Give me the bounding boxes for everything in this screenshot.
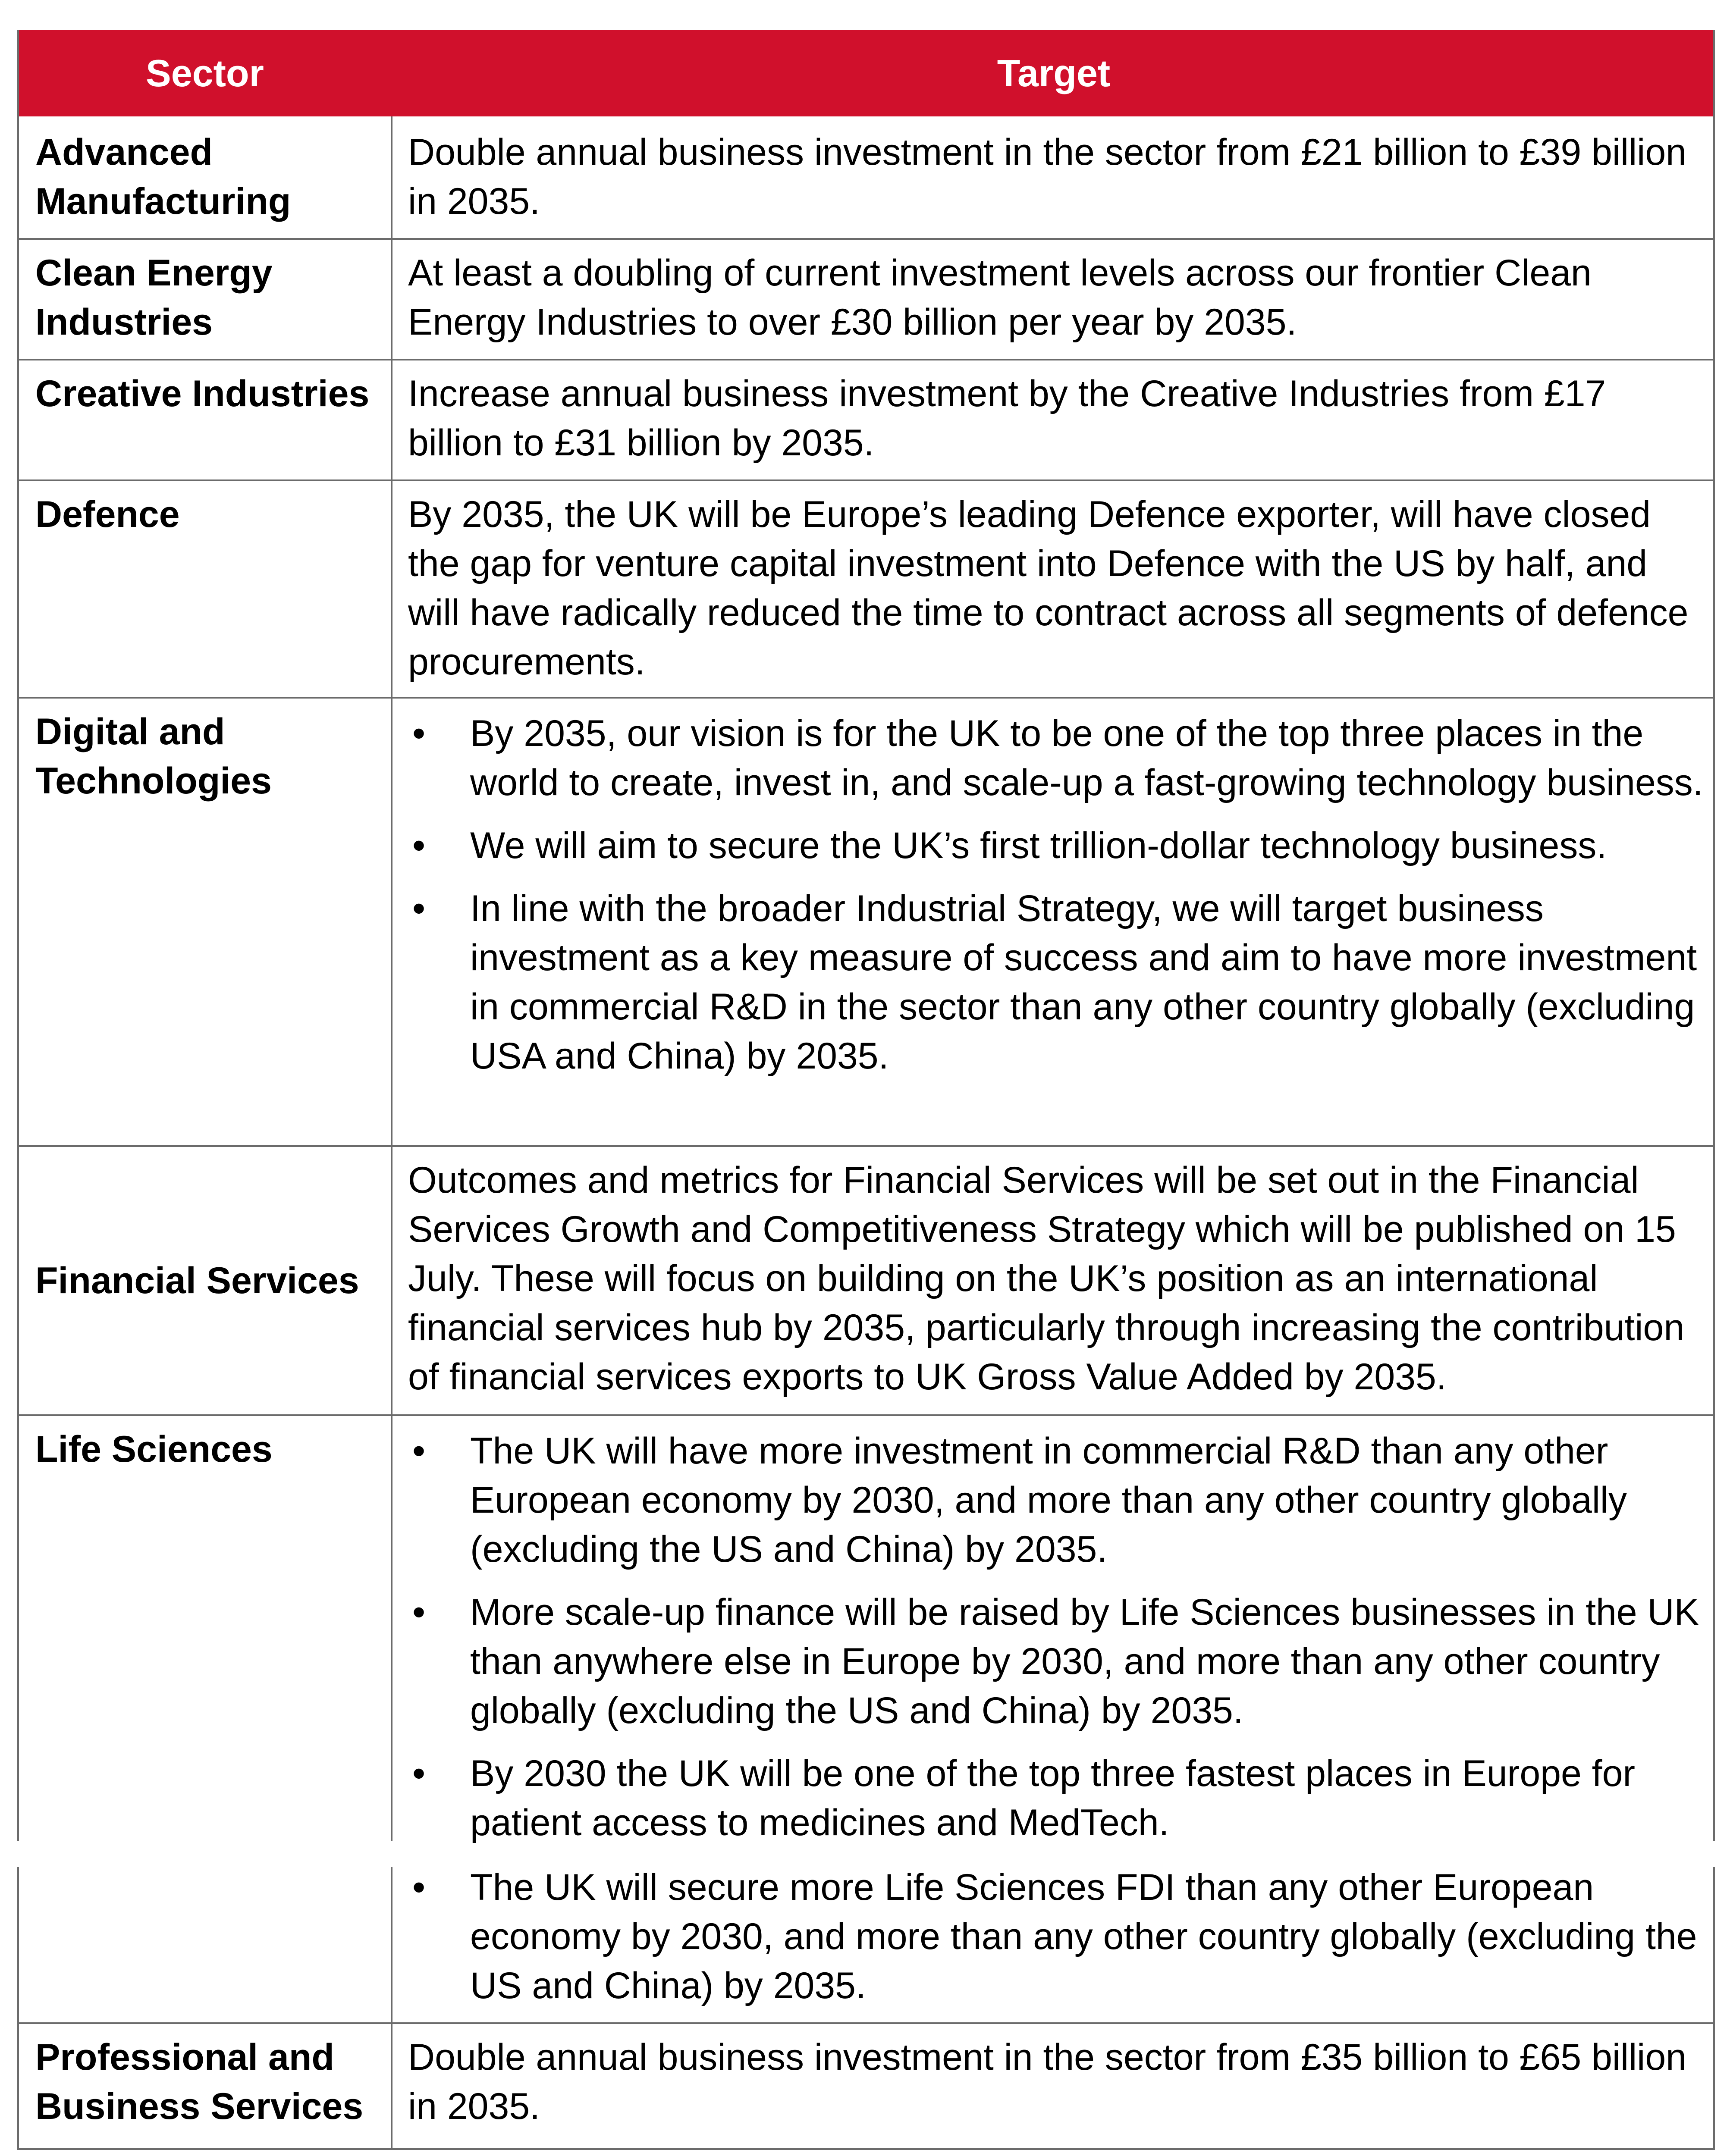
table-header-sector (17, 30, 392, 116)
target-bullet-list (408, 709, 1706, 1094)
target-cell: Double annual business investment in the sector from £35 billion to £65 billion in 2035. (408, 2037, 1686, 2127)
sector-cell: Digital and Technologies (35, 711, 272, 802)
target-bullet-list-continued (408, 1863, 1706, 2024)
table-right-border-continued (1713, 1867, 1715, 2150)
target-cell: Double annual business investment in the sector from £21 billion to £39 billion in 2035. (408, 132, 1686, 222)
row-divider (17, 238, 1715, 240)
header-sector-label: Sector (146, 52, 264, 94)
bullet-text: The UK will have more investment in commercial R&D than any other European economy by 2030, and more than any other country globally (excluding the US and China) by 2035. (470, 1430, 1627, 1570)
row-divider (17, 1414, 1715, 1416)
column-divider (391, 116, 392, 1841)
table-bottom-border (17, 2148, 1715, 2150)
target-cell: At least a doubling of current investment levels across our frontier Clean Energy Industries to over £30 billion per year by 2035. (408, 252, 1592, 343)
list-item (408, 1426, 1706, 1574)
bullet-text: The UK will secure more Life Sciences FDI than any other European economy by 2030, and more than any other country globally (excluding the US and China) by 2035. (470, 1867, 1697, 2006)
sector-cell: Advanced Manufacturing (35, 132, 291, 222)
list-item (408, 821, 1706, 870)
sector-cell: Creative Industries (35, 373, 370, 414)
target-bullet-list (408, 1426, 1706, 1861)
header-target-label: Target (997, 52, 1111, 94)
list-item (408, 1863, 1706, 2010)
bullet-text: We will aim to secure the UK’s first trillion-dollar technology business. (470, 825, 1607, 866)
column-divider-continued (391, 1867, 392, 2150)
sector-cell: Defence (35, 494, 180, 535)
bullet-glyph: • (412, 1430, 426, 1472)
bullet-glyph: • (412, 1753, 426, 1794)
bullet-glyph: • (412, 1592, 426, 1633)
list-item (408, 884, 1706, 1081)
sector-cell: Life Sciences (35, 1429, 273, 1470)
bullet-text: More scale-up finance will be raised by Life Sciences businesses in the UK than anywhere else in Europe by 2030, and more than any other country globally (excluding the US and China) by 2035. (470, 1592, 1699, 1731)
target-cell: By 2035, the UK will be Europe’s leading Defence exporter, will have closed the gap for venture capital investment into Defence with the US by half, and will have radically reduced the time to contract across all segments of defence procurements. (408, 494, 1689, 683)
sector-cell: Clean Energy Industries (35, 252, 273, 343)
list-item (408, 1588, 1706, 1735)
table-left-border (17, 30, 19, 1841)
sector-label: Financial Services (35, 1260, 359, 1301)
table-header-target (392, 30, 1715, 116)
row-divider (17, 479, 1715, 481)
bullet-glyph: • (412, 1867, 426, 1908)
row-divider (17, 697, 1715, 699)
bullet-text: By 2035, our vision is for the UK to be one of the top three places in the world to create, invest in, and scale-up a fast-growing technology business. (470, 713, 1703, 803)
table-right-border (1713, 30, 1715, 1841)
sector-cell (35, 1147, 389, 1414)
bullet-text: By 2030 the UK will be one of the top three fastest places in Europe for patient access to medicines and MedTech. (470, 1753, 1636, 1843)
list-item (408, 1749, 1706, 1847)
table-left-border-continued (17, 1867, 19, 2150)
bullet-glyph: • (412, 713, 426, 754)
list-item (408, 709, 1706, 807)
target-cell: Outcomes and metrics for Financial Services will be set out in the Financial Services Growth and Competitiveness Strategy which will be published on 15 July. These will focus on building on the UK’s position as an international financial services hub by 2035, particularly through increasing the contribution of financial services exports to UK Gross Value Added by 2035. (408, 1159, 1685, 1398)
bullet-glyph: • (412, 888, 426, 929)
row-divider (17, 359, 1715, 360)
bullet-glyph: • (412, 825, 426, 866)
target-cell: Increase annual business investment by the Creative Industries from £17 billion to £31 billion by 2035. (408, 373, 1606, 464)
bullet-text: In line with the broader Industrial Strategy, we will target business investment as a key measure of success and aim to have more investment in commercial R&D in the sector than any other country globally (excluding USA and China) by 2035. (470, 888, 1697, 1077)
sector-cell: Professional and Business Services (35, 2037, 364, 2127)
